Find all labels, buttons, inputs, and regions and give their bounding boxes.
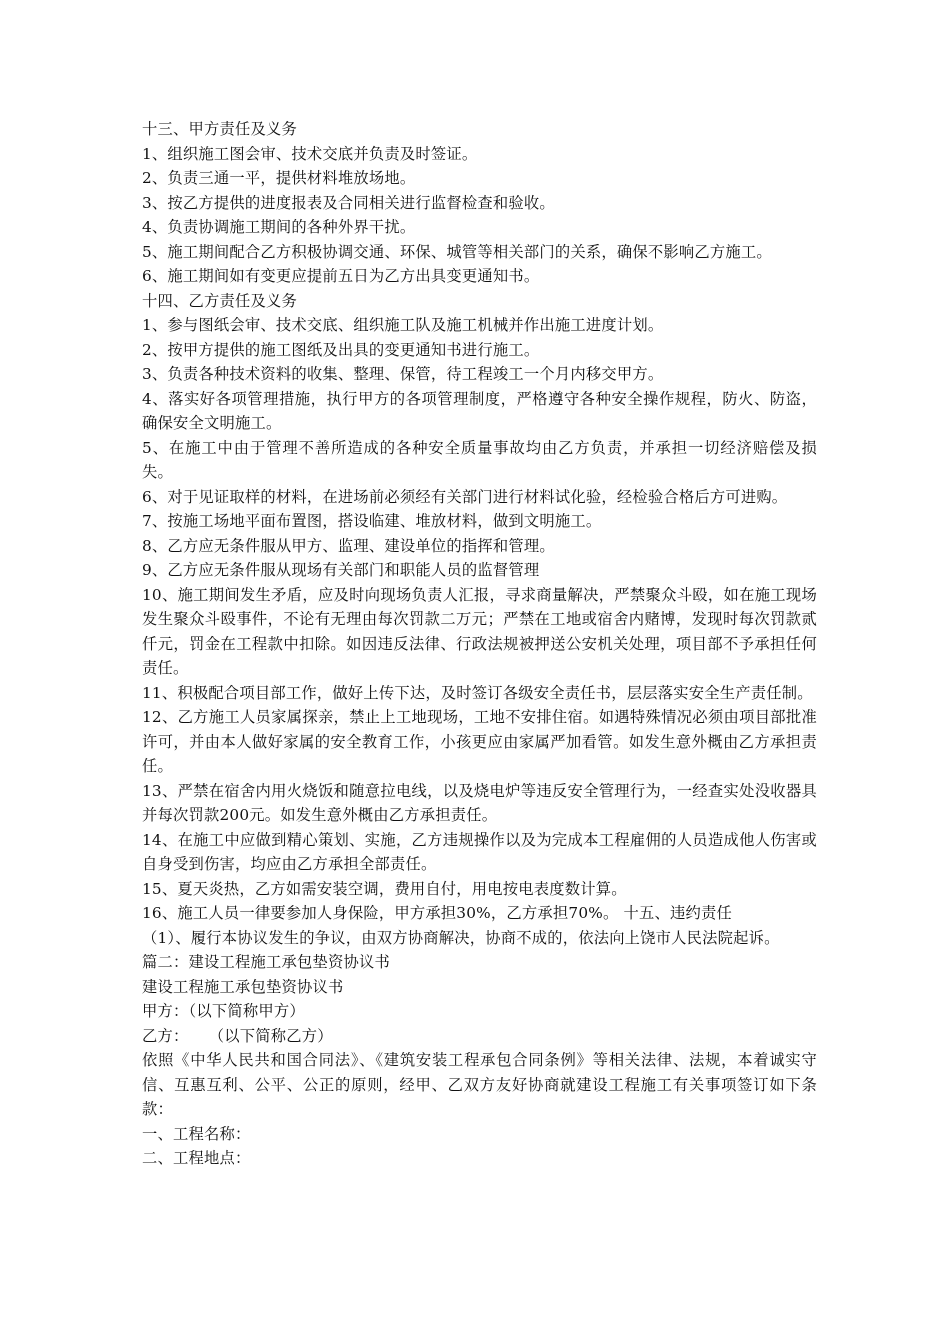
party-b-item-3: 3、负责各种技术资料的收集、整理、保管，待工程竣工一个月内移交甲方。 — [142, 365, 664, 383]
party-b-item-1: 1、参与图纸会审、技术交底、组织施工队及施工机械并作出施工进度计划。 — [142, 316, 664, 334]
party-a-item-1: 1、组织施工图会审、技术交底并负责及时签证。 — [142, 144, 478, 163]
party-b-item-8: 8、乙方应无条件服从甲方、监理、建设单位的指挥和管理。 — [142, 536, 555, 555]
party-a-item-5: 5、施工期间配合乙方积极协调交通、环保、城管等相关部门的关系，确保不影响乙方施工。 — [142, 242, 772, 261]
party-b-line: 乙方： （以下简称乙方） — [142, 1026, 333, 1045]
project-location-line: 二、工程地点： — [142, 1149, 251, 1167]
party-a-item-2: 2、负责三通一平，提供材料堆放场地。 — [142, 169, 416, 187]
party-b-item-14: 14、在施工中应做到精心策划、实施，乙方违规操作以及为完成本工程雇佣的人员造成他人伤害或自身受到伤害，均应由乙方承担全部责任。 — [142, 830, 817, 873]
party-b-item-5: 5、在施工中由于管理不善所造成的各种安全质量事故均由乙方负责，并承担一切经济赔偿及损失。 — [142, 438, 817, 481]
preamble-paragraph: 依照《中华人民共和国合同法》、《建筑安装工程承包合同条例》等相关法律、法规，本着诚实守信、互惠互利、公平、公正的原则，经甲、乙双方友好协商就建设工程施工有关事项签订如下条款： — [142, 1051, 817, 1118]
party-a-item-6: 6、施工期间如有变更应提前五日为乙方出具变更通知书。 — [142, 267, 540, 285]
article-two-title: 篇二：建设工程施工承包垫资协议书 — [142, 953, 390, 971]
party-b-item-7: 7、按施工场地平面布置图，搭设临建、堆放材料，做到文明施工。 — [142, 512, 602, 530]
party-a-item-3: 3、按乙方提供的进度报表及合同相关进行监督检查和验收。 — [142, 193, 555, 212]
party-b-item-16: 16、施工人员一律要参加人身保险，甲方承担30%，乙方承担70%。 十五、违约责任 — [142, 904, 733, 922]
agreement-title: 建设工程施工承包垫资协议书 — [142, 977, 344, 996]
party-b-item-13: 13、严禁在宿舍内用火烧饭和随意拉电线，以及烧电炉等违反安全管理行为，一经查实处没收器具并每次罚款200元。如发生意外概由乙方承担责任。 — [142, 781, 817, 824]
party-a-item-4: 4、负责协调施工期间的各种外界干扰。 — [142, 218, 416, 236]
project-name-line: 一、工程名称： — [142, 1124, 251, 1143]
section-heading-14: 十四、乙方责任及义务 — [142, 291, 297, 310]
party-b-item-12: 12、乙方施工人员家属探亲，禁止上工地现场，工地不安排住宿。如遇特殊情况必须由项目部批准许可，并由本人做好家属的安全教育工作，小孩更应由家属严加看管。如发生意外概由乙方承担责任。 — [142, 708, 817, 775]
party-b-item-15: 15、夏天炎热，乙方如需安装空调，费用自付，用电按电表度数计算。 — [142, 879, 627, 898]
party-b-item-2: 2、按甲方提供的施工图纸及出具的变更通知书进行施工。 — [142, 340, 540, 359]
party-b-item-9: 9、乙方应无条件服从现场有关部门和职能人员的监督管理 — [142, 561, 540, 579]
party-b-item-11: 11、积极配合项目部工作，做好上传下达，及时签订各级安全责任书，层层落实安全生产责任制。 — [142, 683, 813, 702]
party-b-item-4: 4、落实好各项管理措施，执行甲方的各项管理制度，严格遵守各种安全操作规程，防火、防盗，确保安全文明施工。 — [142, 389, 817, 432]
document-body — [142, 117, 817, 1171]
party-b-item-10: 10、施工期间发生矛盾，应及时向现场负责人汇报，寻求商量解决，严禁聚众斗殴，如在施工现场发生聚众斗殴事件，不论有无理由每次罚款二万元；严禁在工地或宿舍内赌博，发现时每次罚款贰仟元，罚金在工程款中扣除。如因违反法律、行政法规被押送公安机关处理，项目部不予承担任何责任。 — [142, 585, 817, 677]
party-b-item-6: 6、对于见证取样的材料，在进场前必须经有关部门进行材料试化验，经检验合格后方可进购。 — [142, 487, 788, 506]
breach-clause-1: （1）、履行本协议发生的争议，由双方协商解决，协商不成的，依法向上饶市人民法院起诉。 — [142, 928, 780, 947]
party-a-line: 甲方：（以下简称甲方） — [142, 1002, 305, 1020]
section-heading-13: 十三、甲方责任及义务 — [142, 120, 297, 138]
